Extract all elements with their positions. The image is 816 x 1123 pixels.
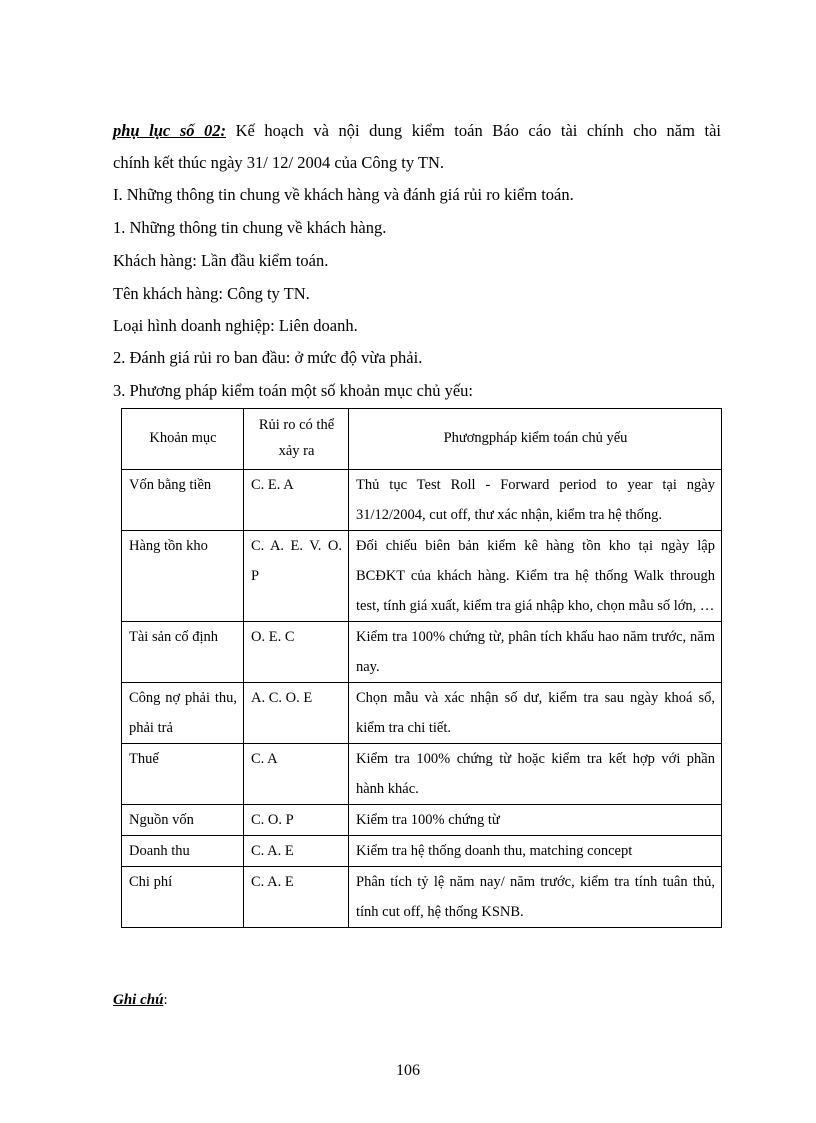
table-row (122, 531, 722, 622)
table-row (122, 744, 722, 805)
cell-item: Thuế (122, 744, 244, 805)
section-heading: I. Những thông tin chung về khách hàng và đánh giá rủi ro kiểm toán. (113, 185, 574, 204)
cell-item: Công nợ phải thu, phải trả (122, 683, 244, 744)
table-header-row (122, 409, 722, 470)
cell-risk: C. O. P (244, 805, 349, 836)
note-colon: : (163, 992, 168, 1008)
cell-risk: O. E. C (244, 622, 349, 683)
note (113, 992, 168, 1009)
intro-line-2: chính kết thúc ngày 31/ 12/ 2004 của Công ty TN. (113, 153, 445, 172)
cell-risk: C. E. A (244, 470, 349, 531)
table-row (122, 867, 722, 928)
cell-method: Kiểm tra 100% chứng từ, phân tích khấu hao năm trước, năm nay. (349, 622, 722, 683)
table-row (122, 836, 722, 867)
intro-title-text: Kế hoạch và nội dung kiểm toán Báo cáo tài chính cho năm tài (226, 121, 721, 140)
intro-line-1 (113, 120, 721, 142)
cell-item: Nguồn vốn (122, 805, 244, 836)
cell-risk: C. A. E (244, 867, 349, 928)
cell-item: Chi phí (122, 867, 244, 928)
table-row (122, 622, 722, 683)
cell-method: Đối chiếu biên bản kiểm kê hàng tồn kho tại ngày lập BCĐKT của khách hàng. Kiểm tra hệ thống Walk through test, tính giá xuất, kiểm tra giá nhập kho, chọn mẫu số lớn, … (349, 531, 722, 622)
header-item: Khoản mục (122, 409, 244, 470)
header-method: Phươngpháp kiểm toán chủ yếu (349, 409, 722, 470)
cell-risk: A. C. O. E (244, 683, 349, 744)
cell-method: Thủ tục Test Roll - Forward period to year tại ngày 31/12/2004, cut off, thư xác nhận, kiểm tra hệ thống. (349, 470, 722, 531)
cell-item: Vốn bằng tiền (122, 470, 244, 531)
cell-risk: C. A. E (244, 836, 349, 867)
appendix-label: phụ lục số 02: (113, 121, 227, 140)
business-type: Loại hình doanh nghiệp: Liên doanh. (113, 316, 358, 335)
table-row (122, 470, 722, 531)
cell-item: Tài sản cố định (122, 622, 244, 683)
cell-risk: C. A. E. V. O. P (244, 531, 349, 622)
header-risk: Rủi ro có thể xảy ra (244, 409, 349, 470)
note-label: Ghi chú (113, 992, 164, 1008)
cell-method: Kiểm tra 100% chứng từ (349, 805, 722, 836)
cell-risk: C. A (244, 744, 349, 805)
audit-methods-table (121, 408, 722, 928)
cell-method: Kiểm tra 100% chứng từ hoặc kiểm tra kết hợp với phần hành khác. (349, 744, 722, 805)
client-name: Tên khách hàng: Công ty TN. (113, 284, 310, 303)
page-number: 106 (396, 1062, 420, 1079)
subsection-1: 1. Những thông tin chung về khách hàng. (113, 218, 387, 237)
cell-item: Doanh thu (122, 836, 244, 867)
subsection-2: 2. Đánh giá rủi ro ban đầu: ở mức độ vừa phải. (113, 348, 423, 367)
cell-method: Kiểm tra hệ thống doanh thu, matching concept (349, 836, 722, 867)
cell-method: Chọn mẫu và xác nhận số dư, kiểm tra sau ngày khoá sổ, kiểm tra chi tiết. (349, 683, 722, 744)
client-status: Khách hàng: Lần đầu kiểm toán. (113, 251, 329, 270)
cell-method: Phân tích tỷ lệ năm nay/ năm trước, kiểm tra tính tuân thủ, tính cut off, hệ thống KSNB. (349, 867, 722, 928)
subsection-3: 3. Phương pháp kiểm toán một số khoản mục chủ yếu: (113, 381, 473, 400)
table-row (122, 683, 722, 744)
table-row (122, 805, 722, 836)
cell-item: Hàng tồn kho (122, 531, 244, 622)
